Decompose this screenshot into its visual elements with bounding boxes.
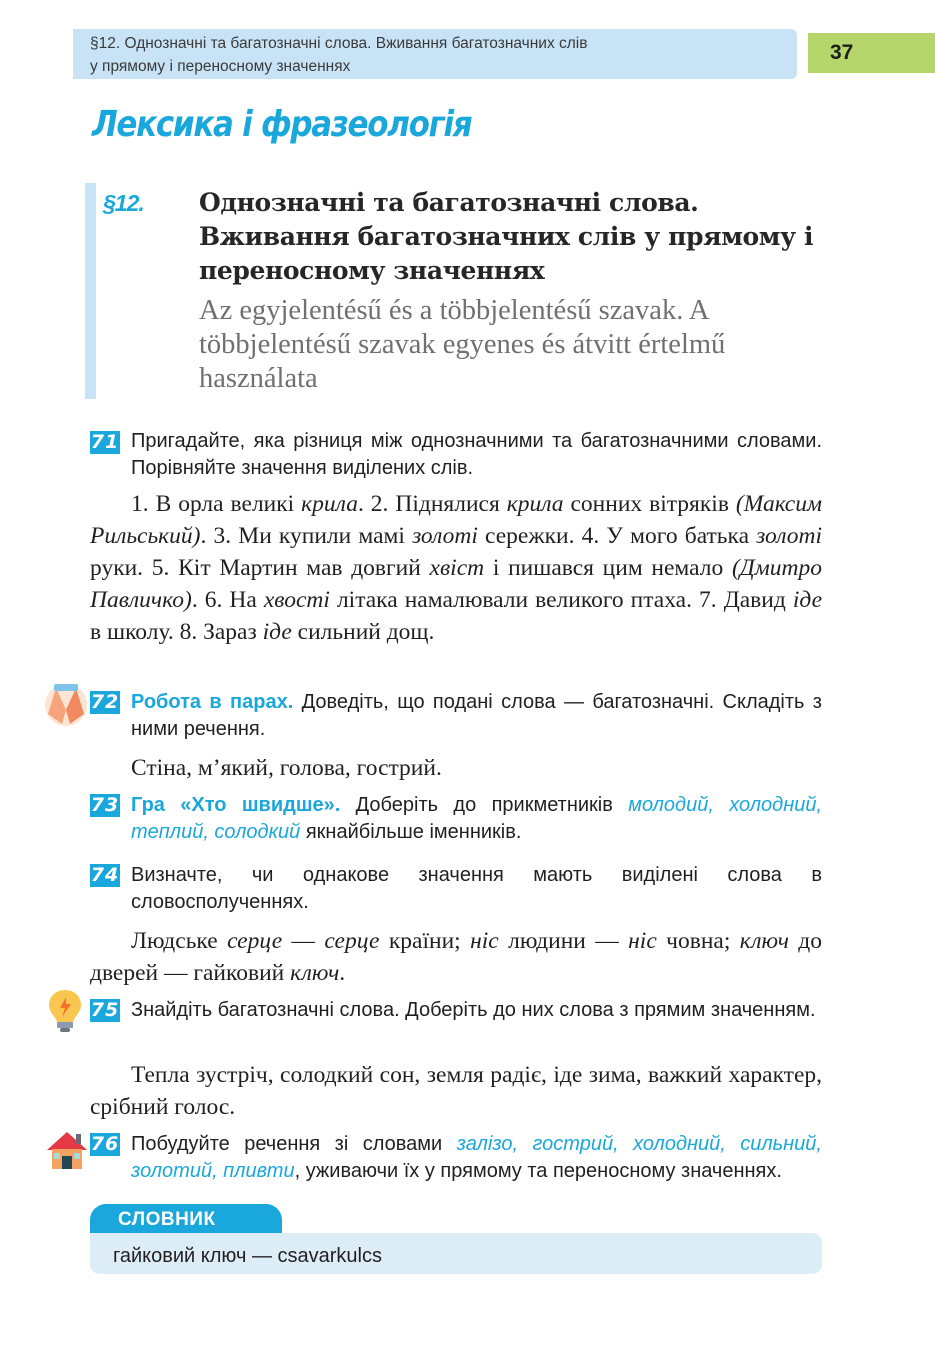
exercise-task-text: Доберіть до прикметників <box>340 794 629 816</box>
paragraph-number: §12. <box>103 190 144 216</box>
highlighted-word: ніс <box>628 928 657 954</box>
text-run: . 3. Ми купили мамі <box>200 523 413 549</box>
text-run: — <box>282 928 325 954</box>
text-run: Людське <box>131 928 228 954</box>
exercise-lead: Робота в парах. <box>131 691 294 713</box>
highlighted-word: (Максим Рильський) <box>90 491 822 549</box>
text-run: 1. В орла великі <box>131 491 302 517</box>
text-run: руки. 5. Кіт Мартин мав довгий <box>90 555 430 581</box>
text-run: і пишався цим немало <box>484 555 732 581</box>
exercise-number: 72 <box>90 691 120 713</box>
running-header-line2: у прямому і переносному значеннях <box>90 58 351 75</box>
paragraph-title-hu: Az egyjelentésű és a többjelentésű szavak. A többjelentésű szavak egyenes és átvitt értelmű használata <box>199 295 726 394</box>
exercise-body <box>90 488 822 648</box>
text-run: . 6. На <box>191 587 264 613</box>
highlighted-word: серце <box>324 928 380 954</box>
exercise-number: 71 <box>90 431 120 453</box>
dictionary-label: СЛОВНИК <box>90 1204 282 1234</box>
highlighted-word: іде <box>262 619 292 645</box>
text-run: літака намалювали великого птаха. 7. Давид <box>329 587 793 613</box>
exercise-body <box>90 752 822 784</box>
exercise-task: Пригадайте, яка різниця між однозначними та багатозначними словами. Порівняйте значення виділених слів. <box>131 430 822 479</box>
text-run: . 2. Піднялися <box>357 491 507 517</box>
highlighted-word: ключ <box>290 960 340 986</box>
highlighted-word: (Дмитро Павличко) <box>90 555 822 613</box>
highlighted-word: крила <box>301 491 358 517</box>
text-run: Стіна, м’який, голова, гострий. <box>131 755 442 781</box>
handshake-icon <box>40 680 92 730</box>
house-icon <box>44 1128 90 1172</box>
exercise-task: Визначте, чи однакове значення мають виділені слова в словосполученнях. <box>131 864 822 913</box>
highlighted-word: хвіст <box>429 555 485 581</box>
highlighted-word: золоті <box>756 523 822 549</box>
text-run: до дверей — гайковий <box>90 928 823 986</box>
text-run: людини — <box>498 928 629 954</box>
exercise-task-text: , уживаючи їх у прямому та переносному значеннях. <box>294 1160 782 1182</box>
lightbulb-icon <box>44 986 86 1034</box>
text-run: . <box>339 960 346 986</box>
highlighted-word: ключ <box>739 928 789 954</box>
text-run: човна; <box>656 928 740 954</box>
exercise-number: 74 <box>90 864 120 886</box>
text-run: сережки. 4. У мого батька <box>477 523 757 549</box>
paragraph-title-uk: Однозначні та багатозначні слова. Вживання багатозначних слів у прямому і переносному значеннях <box>199 188 814 285</box>
exercise-task: Знайдіть багатозначні слова. Доберіть до них слова з прямим значенням. <box>131 999 816 1021</box>
exercise-task <box>131 689 822 743</box>
exercise-task <box>131 1131 822 1185</box>
dictionary-entry: гайковий ключ — csavarkulcs <box>113 1245 382 1267</box>
highlighted-word: хвості <box>263 587 330 613</box>
text-run: країни; <box>379 928 471 954</box>
text-run: сонних вітряків <box>563 491 736 517</box>
exercise-task-text: Доведіть, що подані слова — багатозначні. Складіть з ними речення. <box>131 691 822 740</box>
highlighted-word: серце <box>227 928 283 954</box>
exercise-lead: Гра «Хто швидше». <box>131 794 341 816</box>
highlighted-word: ніс <box>470 928 499 954</box>
text-run: в школу. 8. Зараз <box>90 619 263 645</box>
exercise-number: 76 <box>90 1133 120 1155</box>
section-title: Лексика і фразеологія <box>92 104 472 145</box>
exercise-number: 73 <box>90 794 120 816</box>
exercise-task-text: Побудуйте речення зі словами <box>131 1133 457 1155</box>
text-run: Тепла зустріч, солодкий сон, земля радіє, іде зима, важкий характер, срібний голос. <box>90 1062 822 1120</box>
exercise-highlight: молодий, холодний, теплий, солодкий <box>131 794 822 843</box>
exercise-number: 75 <box>90 999 120 1021</box>
highlighted-word: золоті <box>412 523 478 549</box>
page-number: 37 <box>808 33 935 73</box>
exercise-highlight: залізо, гострий, холодний, сильний, золотий, пливти <box>131 1133 822 1182</box>
running-header-line1: §12. Однозначні та багатозначні слова. Вживання багатозначних слів <box>90 35 588 52</box>
paragraph-sidebar <box>85 183 96 399</box>
exercise-task <box>131 792 822 846</box>
highlighted-word: іде <box>792 587 822 613</box>
exercise-task-text: якнайбільше іменників. <box>300 821 522 843</box>
exercise-body <box>90 925 822 989</box>
running-header <box>90 32 790 78</box>
exercise-body <box>90 1059 822 1123</box>
text-run: сильний дощ. <box>291 619 435 645</box>
highlighted-word: крила <box>506 491 564 517</box>
